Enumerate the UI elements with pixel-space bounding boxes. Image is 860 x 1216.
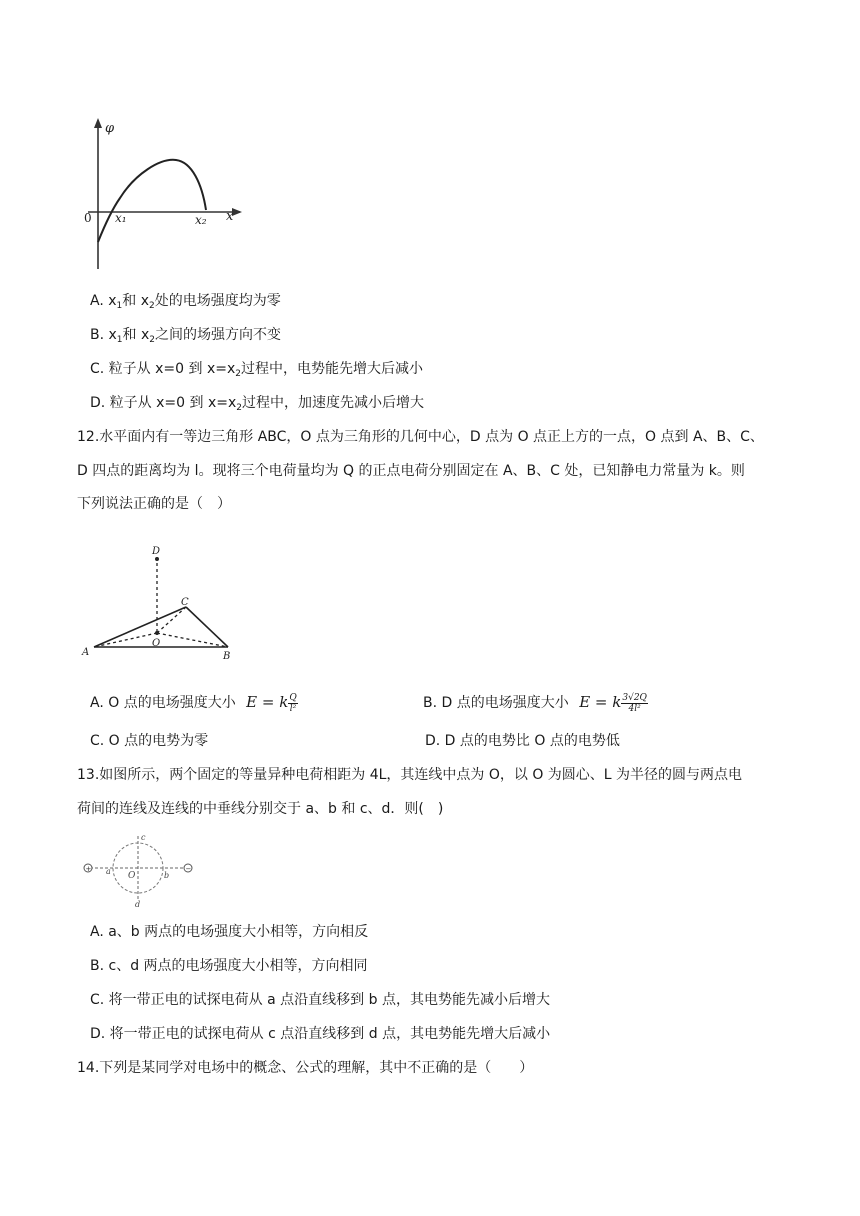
q12-option-d: D. D 点的电势比 O 点的电势低 bbox=[425, 733, 620, 749]
q11-option-b: B. $x_1$和 $x_2$之间的场强方向不变 bbox=[90, 327, 282, 345]
x2-label: x₂ bbox=[195, 213, 207, 227]
label-o: O bbox=[128, 871, 136, 881]
q12-option-c: C. O 点的电势为零 bbox=[90, 733, 209, 749]
q13-option-b: B. c、d 两点的电场强度大小相等，方向相同 bbox=[90, 958, 368, 974]
label-d: d bbox=[135, 900, 141, 908]
triangle-figure bbox=[80, 543, 240, 663]
q11-option-a: A. $x_1$和 $x_2$处的电场强度均为零 bbox=[90, 293, 281, 311]
q12-option-a-formula: E = k $\frac{Q}{\text{l²}}$ bbox=[246, 692, 297, 714]
phi-curve bbox=[98, 160, 206, 242]
label-a: a bbox=[106, 867, 111, 876]
label-b: b bbox=[164, 871, 170, 880]
label-o: O bbox=[152, 638, 161, 649]
x-axis-label: x bbox=[226, 209, 234, 224]
label-c: C bbox=[181, 597, 189, 608]
phi-x-graph bbox=[80, 112, 255, 274]
oc-dashed bbox=[157, 607, 186, 633]
x1-label: x₁ bbox=[115, 211, 127, 225]
origin-label: 0 bbox=[84, 211, 92, 225]
q13-option-d: D. 将一带正电的试探电荷从 c 点沿直线移到 d 点，其电势能先增大后减小 bbox=[90, 1026, 551, 1042]
charges-circle-figure bbox=[80, 828, 200, 908]
q14-stem-line1: 14.下列是某同学对电场中的概念、公式的理解，其中不正确的是（ ） bbox=[77, 1060, 534, 1076]
point-d bbox=[155, 557, 159, 561]
q12-option-a: A. O 点的电场强度大小 E = k $\frac{Q}{\text{l²}}$ bbox=[90, 692, 297, 714]
q12-stem-line1: 12.水平面内有一等边三角形 ABC，O 点为三角形的几何中心，D 点为 O 点正上方的一点，O 点到 A、B、C、 bbox=[77, 429, 764, 445]
side-ac bbox=[94, 607, 186, 647]
label-b: B bbox=[223, 651, 231, 662]
q13-option-c: C. 将一带正电的试探电荷从 a 点沿直线移到 b 点，其电势能先减小后增大 bbox=[90, 992, 550, 1008]
q13-option-a: A. a、b 两点的电场强度大小相等，方向相反 bbox=[90, 924, 369, 940]
point-o bbox=[155, 631, 159, 635]
side-cb bbox=[186, 607, 228, 647]
positive-sign: + bbox=[85, 865, 92, 873]
q12-option-b-formula: E = k $\frac{3√2Q}{\text{4l²}}$ bbox=[579, 692, 647, 714]
x-axis-arrow bbox=[232, 208, 242, 216]
q12-option-b: B. D 点的电场强度大小 E = k $\frac{3√2Q}{\text{4l²}}$ bbox=[423, 692, 647, 714]
q12-stem-line2: D 四点的距离均为 l。现将三个电荷量均为 Q 的正点电荷分别固定在 A、B、C 处，已知静电力常量为 k。则 bbox=[77, 463, 745, 479]
q11-option-d: D. 粒子从 x=0 到 $x=x_2$过程中，加速度先减小后增大 bbox=[90, 395, 424, 413]
oa-dashed bbox=[94, 633, 157, 647]
q13-stem-line2: 荷间的连线及连线的中垂线分别交于 a、b 和 c、d．则( ) bbox=[77, 801, 444, 817]
q13-stem-line1: 13.如图所示，两个固定的等量异种电荷相距为 4L，其连线中点为 O，以 O 为圆心、L 为半径的圆与两点电 bbox=[77, 767, 743, 783]
label-d: D bbox=[152, 546, 161, 557]
phi-label: φ bbox=[105, 121, 115, 136]
label-a: A bbox=[82, 647, 90, 658]
ob-dashed bbox=[157, 633, 228, 647]
y-axis-arrow bbox=[94, 118, 102, 128]
label-c: c bbox=[141, 833, 146, 842]
q12-stem-line3: 下列说法正确的是（ ） bbox=[77, 496, 231, 512]
negative-sign: − bbox=[185, 865, 192, 873]
q11-option-c: C. 粒子从 x=0 到 $x=x_2$过程中，电势能先增大后减小 bbox=[90, 361, 423, 379]
